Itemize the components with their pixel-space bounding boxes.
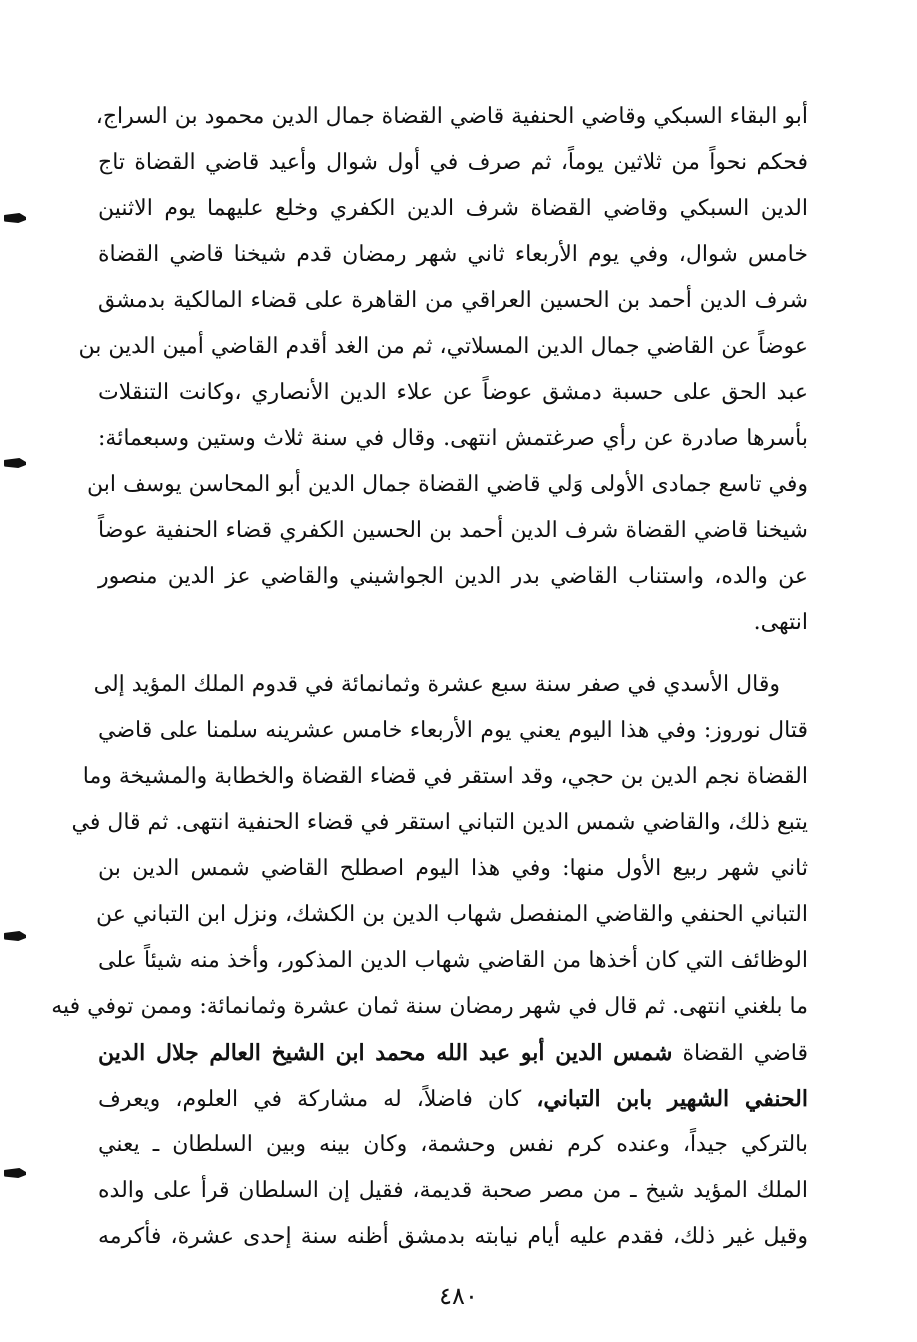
text-line: القضاة نجم الدين بن حجي، وقد استقر في قضاء القضاة والخطابة والمشيخة وما [82,764,808,789]
text-line: ثاني شهر ربيع الأول منها: وفي هذا اليوم اصطلح القاضي شمس الدين بن [98,856,808,881]
text-line: شرف الدين أحمد بن الحسين العراقي من القاهرة على قضاء المالكية بدمشق [98,288,808,313]
text-segment: قاضي القضاة [682,1041,808,1066]
text-line: عوضاً عن القاضي جمال الدين المسلاتي، ثم من الغد أقدم القاضي أمين الدين بن [78,334,808,359]
text-line: انتهى. [753,610,808,635]
margin-mark [4,213,26,223]
margin-mark [4,458,26,468]
text-line: خامس شوال، وفي يوم الأربعاء ثاني شهر رمضان قدم شيخنا قاضي القضاة [98,242,808,267]
text-line: الدين السبكي وقاضي القضاة شرف الدين الكفري وخلع عليهما يوم الاثنين [98,196,808,221]
bold-name-segment: الحنفي الشهير بابن التباني، [536,1086,809,1112]
text-line [98,1030,808,1076]
text-line: قتال نوروز: وفي هذا اليوم يعني يوم الأربعاء خامس عشرينه سلمنا على قاضي [98,718,808,743]
text-line: بأسرها صادرة عن رأي صرغتمش انتهى. وقال في سنة ثلاث وستين وسبعمائة: [98,426,808,451]
text-line: التباني الحنفي والقاضي المنفصل شهاب الدين بن الكشك، ونزل ابن التباني عن [96,902,808,927]
page-number: ٤٨٠ [439,1282,478,1310]
text-line: الملك المؤيد شيخ ـ من مصر صحبة قديمة، فقيل إن السلطان قرأ على والده [98,1178,808,1203]
paragraph-2 [51,662,809,1260]
paragraph-1 [78,94,808,646]
text-line [98,1076,808,1122]
text-line: وقيل غير ذلك، فقدم عليه أيام نيابته بدمشق أظنه سنة إحدى عشرة، فأكرمه [98,1224,808,1249]
text-line: شيخنا قاضي القضاة شرف الدين أحمد بن الحسين الكفري قضاء الحنفية عوضاً [98,518,808,543]
text-segment: كان فاضلاً، له مشاركة في العلوم، ويعرف [98,1087,522,1112]
text-line: بالتركي جيداً، وعنده كرم نفس وحشمة، وكان بينه وبين السلطان ـ يعني [98,1132,808,1157]
text-line: يتبع ذلك، والقاضي شمس الدين التباني استقر في قضاء الحنفية انتهى. ثم قال في [71,810,808,835]
text-line: الوظائف التي كان أخذها من القاضي شهاب الدين المذكور، وأخذ منه شيئاً على [98,948,808,973]
text-line: ما بلغني انتهى. ثم قال في شهر رمضان سنة ثمان عشرة وثمانمائة: وممن توفي فيه [51,994,808,1019]
margin-mark [4,1168,26,1178]
text-line: عن والده، واستناب القاضي بدر الدين الجواشيني والقاضي عز الدين منصور [98,564,808,589]
margin-mark [4,931,26,941]
text-line: فحكم نحواً من ثلاثين يوماً، ثم صرف في أول شوال وأعيد قاضي القضاة تاج [98,150,808,175]
text-line: وفي تاسع جمادى الأولى وَلي قاضي القضاة جمال الدين أبو المحاسن يوسف ابن [86,472,808,497]
bold-name-segment: شمس الدين أبو عبد الله محمد ابن الشيخ العالم جلال الدين [98,1040,673,1066]
text-line: عبد الحق على حسبة دمشق عوضاً عن علاء الدين الأنصاري ،وكانت التنقلات [98,380,808,405]
text-line: أبو البقاء السبكي وقاضي الحنفية قاضي القضاة جمال الدين محمود بن السراج، [95,104,808,129]
text-line: وقال الأسدي في صفر سنة سبع عشرة وثمانمائة في قدوم الملك المؤيد إلى [93,672,780,697]
